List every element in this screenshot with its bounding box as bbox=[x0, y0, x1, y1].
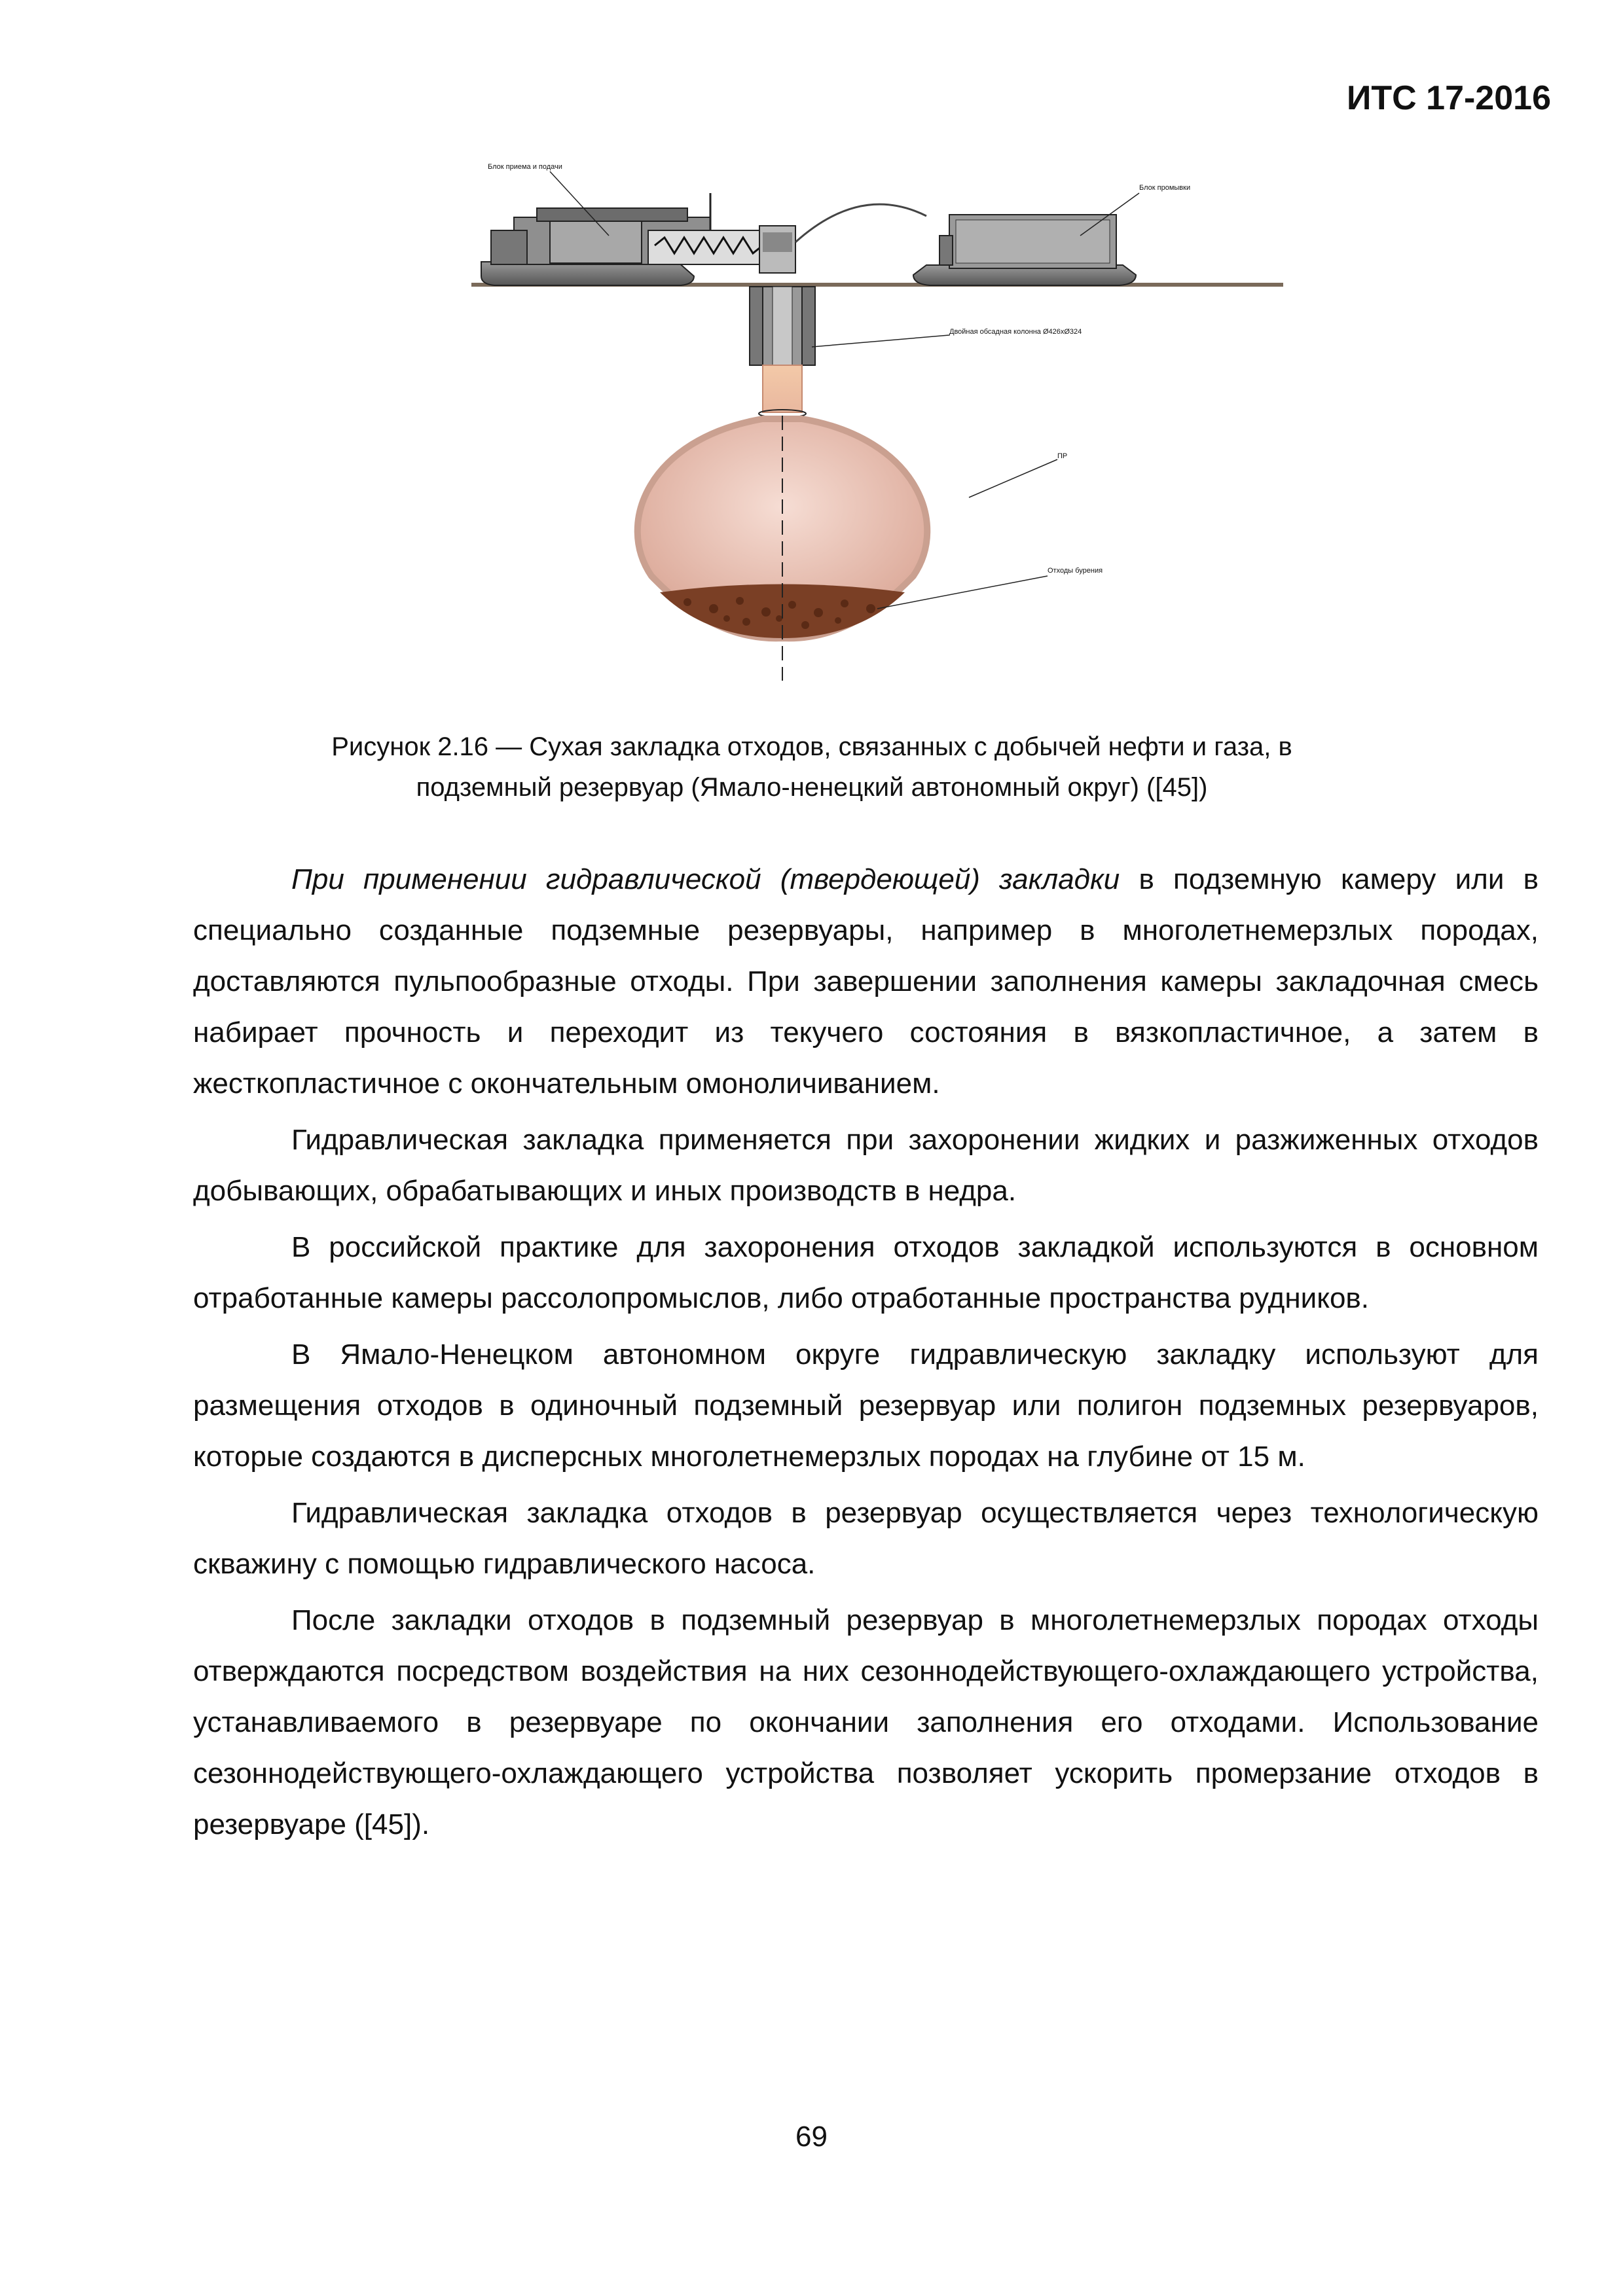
label-pr: ПР bbox=[1057, 452, 1068, 460]
paragraph-2: Гидравлическая закладка применяется при захоронении жидких и разжиженных отходов добывающих, обрабатывающих и иных производств в недра. bbox=[193, 1124, 1539, 1207]
body-text bbox=[193, 854, 1539, 1856]
figure-caption bbox=[190, 726, 1434, 808]
paragraph-6: После закладки отходов в подземный резервуар в многолетнемерзлых породах отходы отверждаются посредством воздействия на них сезоннодействующего-охлаждающего устройства, устанавливаемого в резервуаре по окончании заполнения его отходами. Использование сезоннодействующего-охлаждающего устройства позволяет ускорить промерзание отходов в резервуаре ([45]). bbox=[193, 1604, 1539, 1840]
paragraph-3: В российской практике для захоронения отходов закладкой используются в основном отработанные камеры рассолопромыслов, либо отработанные пространства рудников. bbox=[193, 1231, 1539, 1314]
label-receive-block: Блок приема и подачи bbox=[488, 163, 562, 171]
label-casing: Двойная обсадная колонна Ø426хØ324 bbox=[949, 328, 1082, 336]
paragraph-1-rest: в подземную камеру или в специально созданные подземные резервуары, например в многолетнемерзлых породах, доставляются пульпообразные отходы. При завершении заполнения камеры закладочная смесь набирает прочность и переходит из текучего состояния в вязкопластичное, а затем в жесткопластичное с окончательным омоноличиванием. bbox=[193, 863, 1539, 1100]
paragraph-5: Гидравлическая закладка отходов в резервуар осуществляется через технологическую скважину с помощью гидравлического насоса. bbox=[193, 1497, 1539, 1580]
document-code-header: ИТС 17-2016 bbox=[1347, 79, 1551, 117]
label-wash-block: Блок промывки bbox=[1139, 184, 1191, 192]
wash-block bbox=[913, 215, 1136, 285]
paragraph-1-italic: При применении гидравлической (твердеющей) закладки bbox=[291, 863, 1120, 895]
casing-column bbox=[750, 287, 815, 365]
caption-line-2: подземный резервуар (Ямало-ненецкий автономный округ) ([45]) bbox=[416, 773, 1208, 802]
reservoir-neck bbox=[763, 365, 802, 412]
reservoir-diagram bbox=[452, 157, 1290, 694]
receive-block bbox=[481, 193, 795, 285]
figure-underground-reservoir bbox=[452, 157, 1290, 694]
paragraph-4: В Ямало-Ненецком автономном округе гидравлическую закладку используют для размещения отходов в одиночный подземный резервуар или полигон подземных резервуаров, которые создаются в дисперсных многолетнемерзлых породах на глубине от 15 м. bbox=[193, 1338, 1539, 1473]
caption-line-1: Рисунок 2.16 — Сухая закладка отходов, связанных с добычей нефти и газа, в bbox=[331, 732, 1292, 761]
page-number: 69 bbox=[795, 2121, 828, 2153]
label-drill-waste: Отходы бурения bbox=[1048, 567, 1103, 575]
paragraph-1 bbox=[193, 854, 1539, 1109]
